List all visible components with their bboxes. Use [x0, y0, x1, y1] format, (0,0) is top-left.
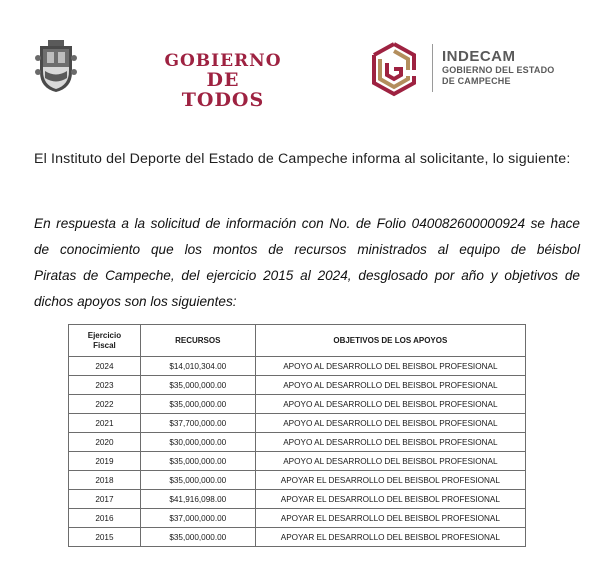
response-paragraph [34, 211, 580, 315]
cell-objective: APOYO AL DESARROLLO DEL BEISBOL PROFESIONAL [255, 414, 525, 433]
response-line: de conocimiento que los montos de recursos ministrados al equipo de béisbol [34, 242, 580, 257]
cell-objective: APOYO AL DESARROLLO DEL BEISBOL PROFESIONAL [255, 395, 525, 414]
cell-year: 2016 [69, 509, 141, 528]
letterhead [0, 0, 611, 110]
cell-amount: $14,010,304.00 [140, 357, 255, 376]
header-objectives: OBJETIVOS DE LOS APOYOS [255, 325, 525, 357]
response-line: dichos apoyos son los siguientes: [34, 294, 237, 309]
cell-amount: $37,000,000.00 [140, 509, 255, 528]
indecam-subtitle-1: GOBIERNO DEL ESTADO [442, 65, 555, 75]
cell-year: 2021 [69, 414, 141, 433]
resources-table [68, 324, 526, 547]
cell-amount: $35,000,000.00 [140, 395, 255, 414]
cell-objective: APOYAR EL DESARROLLO DEL BEISBOL PROFESIONAL [255, 471, 525, 490]
table-row [69, 357, 526, 376]
table-row [69, 376, 526, 395]
cell-objective: APOYO AL DESARROLLO DEL BEISBOL PROFESIONAL [255, 452, 525, 471]
response-line: Piratas de Campeche, del ejercicio 2015 al 2024, desglosado por año y objetivos de [34, 268, 580, 283]
campeche-shield-icon [34, 38, 78, 94]
table-row [69, 509, 526, 528]
gobierno-logo-line2: DE TODOS [181, 69, 265, 111]
header-resources: RECURSOS [140, 325, 255, 357]
cell-objective: APOYO AL DESARROLLO DEL BEISBOL PROFESIONAL [255, 357, 525, 376]
table-row [69, 395, 526, 414]
cell-objective: APOYO AL DESARROLLO DEL BEISBOL PROFESIONAL [255, 433, 525, 452]
indecam-title: INDECAM [442, 48, 516, 65]
cell-objective: APOYAR EL DESARROLLO DEL BEISBOL PROFESIONAL [255, 528, 525, 547]
cell-year: 2017 [69, 490, 141, 509]
cell-amount: $30,000,000.00 [140, 433, 255, 452]
cell-year: 2024 [69, 357, 141, 376]
cell-objective: APOYAR EL DESARROLLO DEL BEISBOL PROFESIONAL [255, 509, 525, 528]
logo-separator [432, 44, 433, 92]
table-row [69, 471, 526, 490]
cell-year: 2020 [69, 433, 141, 452]
cell-year: 2018 [69, 471, 141, 490]
table-row [69, 452, 526, 471]
table-row [69, 433, 526, 452]
cell-amount: $35,000,000.00 [140, 471, 255, 490]
table-row [69, 528, 526, 547]
cell-amount: $35,000,000.00 [140, 528, 255, 547]
cell-year: 2022 [69, 395, 141, 414]
gobierno-logo-line1: GOBIERNO [164, 51, 282, 71]
intro-paragraph: El Instituto del Deporte del Estado de Campeche informa al solicitante, lo siguiente: [34, 151, 571, 167]
gobierno-de-todos-logo [163, 52, 283, 110]
cell-amount: $41,916,098.00 [140, 490, 255, 509]
table-header-row [69, 325, 526, 357]
cell-year: 2015 [69, 528, 141, 547]
table-row [69, 490, 526, 509]
table-row [69, 414, 526, 433]
indecam-wordmark [442, 49, 554, 87]
header-year-line1: Ejercicio [87, 330, 122, 340]
header-year-line2: Fiscal [93, 340, 116, 350]
cell-amount: $37,700,000.00 [140, 414, 255, 433]
cell-year: 2023 [69, 376, 141, 395]
cell-objective: APOYO AL DESARROLLO DEL BEISBOL PROFESIONAL [255, 376, 525, 395]
cell-amount: $35,000,000.00 [140, 376, 255, 395]
response-line: En respuesta a la solicitud de información con No. de Folio 040082600000924 se hace [34, 216, 580, 231]
cell-objective: APOYAR EL DESARROLLO DEL BEISBOL PROFESIONAL [255, 490, 525, 509]
header-fiscal-year [69, 325, 141, 357]
indecam-logo-icon [368, 40, 420, 98]
indecam-subtitle-2: DE CAMPECHE [442, 76, 511, 86]
cell-amount: $35,000,000.00 [140, 452, 255, 471]
cell-year: 2019 [69, 452, 141, 471]
